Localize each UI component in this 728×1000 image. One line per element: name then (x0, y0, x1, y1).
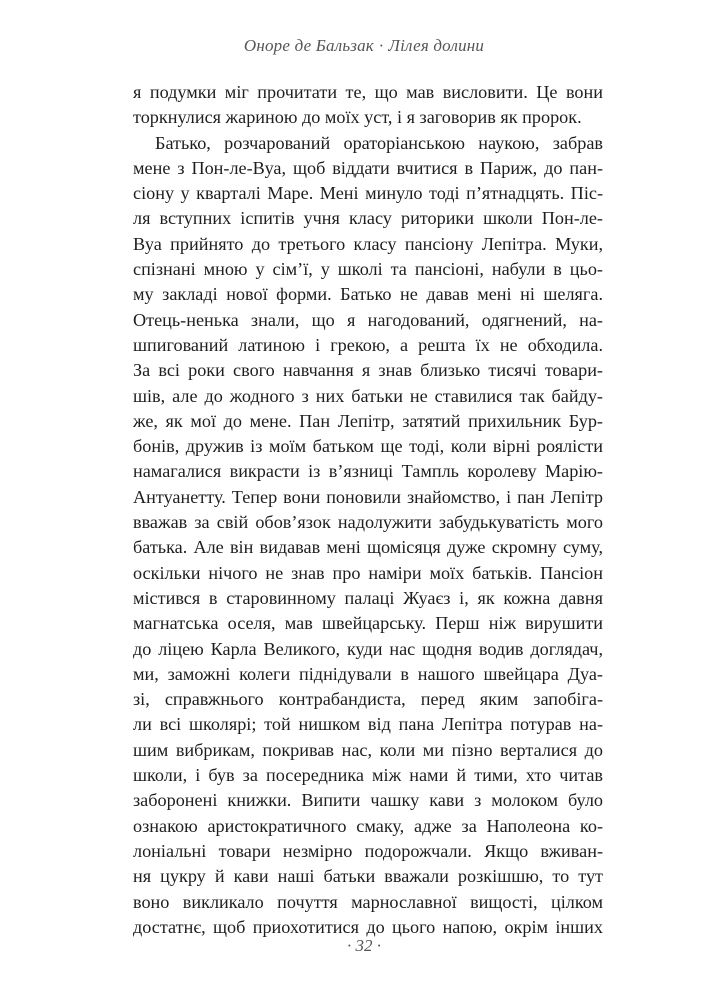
text-line: я подумки міг прочитати те, що мав висловити. Це вони (133, 82, 603, 102)
text-line: мене з Пон-ле-Вуа, щоб віддати вчитися в Париж, до пан- (133, 157, 603, 178)
text-line: вважав за свій обов’язок надолужити забудькуватість мого (133, 512, 603, 533)
header-author: Оноре де Бальзак (243, 36, 374, 55)
page-number: · 32 · (347, 936, 381, 955)
text-line: лоніальні товари незмірно подорожчали. Якщо вживан- (133, 840, 603, 861)
text-line: спізнані мною у сім’ї, у школі та пансіоні, набули в цьо- (133, 259, 603, 280)
text-line: му закладі нової форми. Батько не давав мені ні шеляга. (133, 284, 603, 305)
text-line: же, як мої до мене. Пан Лепітр, затятий прихильник Бур- (133, 410, 603, 431)
text-line: шим вибрикам, покривав нас, коли ми пізно верталися до (133, 739, 603, 760)
text-line: Отець-ненька знали, що я нагодований, одягнений, на- (133, 309, 603, 330)
text-line: ми, заможні колеги піднідували в нашого швейцара Дуа- (133, 663, 603, 684)
text-line: шпигований латиною і грекою, а решта їх не обходила. (133, 334, 603, 355)
header-title: Лілея долини (388, 36, 485, 55)
text-line: достатнє, щоб приохотитися до цього напою, окрім інших (133, 916, 603, 937)
text-line: ля вступних іспитів учня класу риторики школи Пон-ле- (133, 208, 603, 229)
text-line: сіону у кварталі Маре. Мені минуло тоді п’ятнадцять. Піс- (133, 183, 603, 204)
text-line: бонів, дружив із моїм батьком ще тоді, коли вірні роялісти (133, 436, 603, 457)
text-line: містився в старовинному палаці Жуаєз і, як кожна давня (133, 587, 603, 608)
text-line: батька. Але він видавав мені щомісяця дуже скромну суму, (133, 537, 603, 558)
running-header (0, 36, 728, 56)
text-line: заборонені книжки. Випити чашку кави з молоком було (133, 790, 603, 811)
text-line: воно викликало почуття марнославної вищості, цілком (133, 891, 603, 912)
text-line: оскільки нічого не знав про наміри моїх батьків. Пансіон (133, 562, 603, 583)
text-line: шів, але до жодного з них батьки не ставилися так байду- (133, 385, 603, 406)
text-line: намагалися викрасти із в’язниці Тампль королеву Марію- (133, 461, 603, 482)
text-line: Антуанетту. Тепер вони поновили знайомство, і пан Лепітр (133, 486, 603, 507)
text-line: Вуа прийнято до третього класу пансіону Лепітра. Муки, (133, 233, 603, 254)
text-line: школи, і був за посередника між нами й тими, хто читав (133, 765, 603, 786)
text-line: ли всі школярі; той нишком від пана Лепітра потурав на- (133, 714, 603, 735)
text-line: торкнулися жариною до моїх уст, і я заговорив як пророк. (133, 107, 582, 128)
text-line: зі, справжнього контрабандиста, перед яким запобіга- (133, 689, 603, 710)
text-line: Батько, розчарований ораторіанською наукою, забрав (155, 132, 603, 153)
text-line: до ліцею Карла Великого, куди нас щодня водив доглядач, (133, 638, 603, 659)
header-separator: · (378, 36, 384, 55)
body-text (133, 80, 603, 940)
text-line: магнатська оселя, мав швейцарську. Перш ніж вирушити (133, 613, 603, 634)
text-line: ознакою аристократичного смаку, адже за Наполеона ко- (133, 815, 603, 836)
text-line: ня цукру й кави наші батьки вважали розкішшю, то тут (133, 866, 603, 887)
text-line: За всі роки свого навчання я знав близько тисячі товари- (133, 360, 603, 381)
